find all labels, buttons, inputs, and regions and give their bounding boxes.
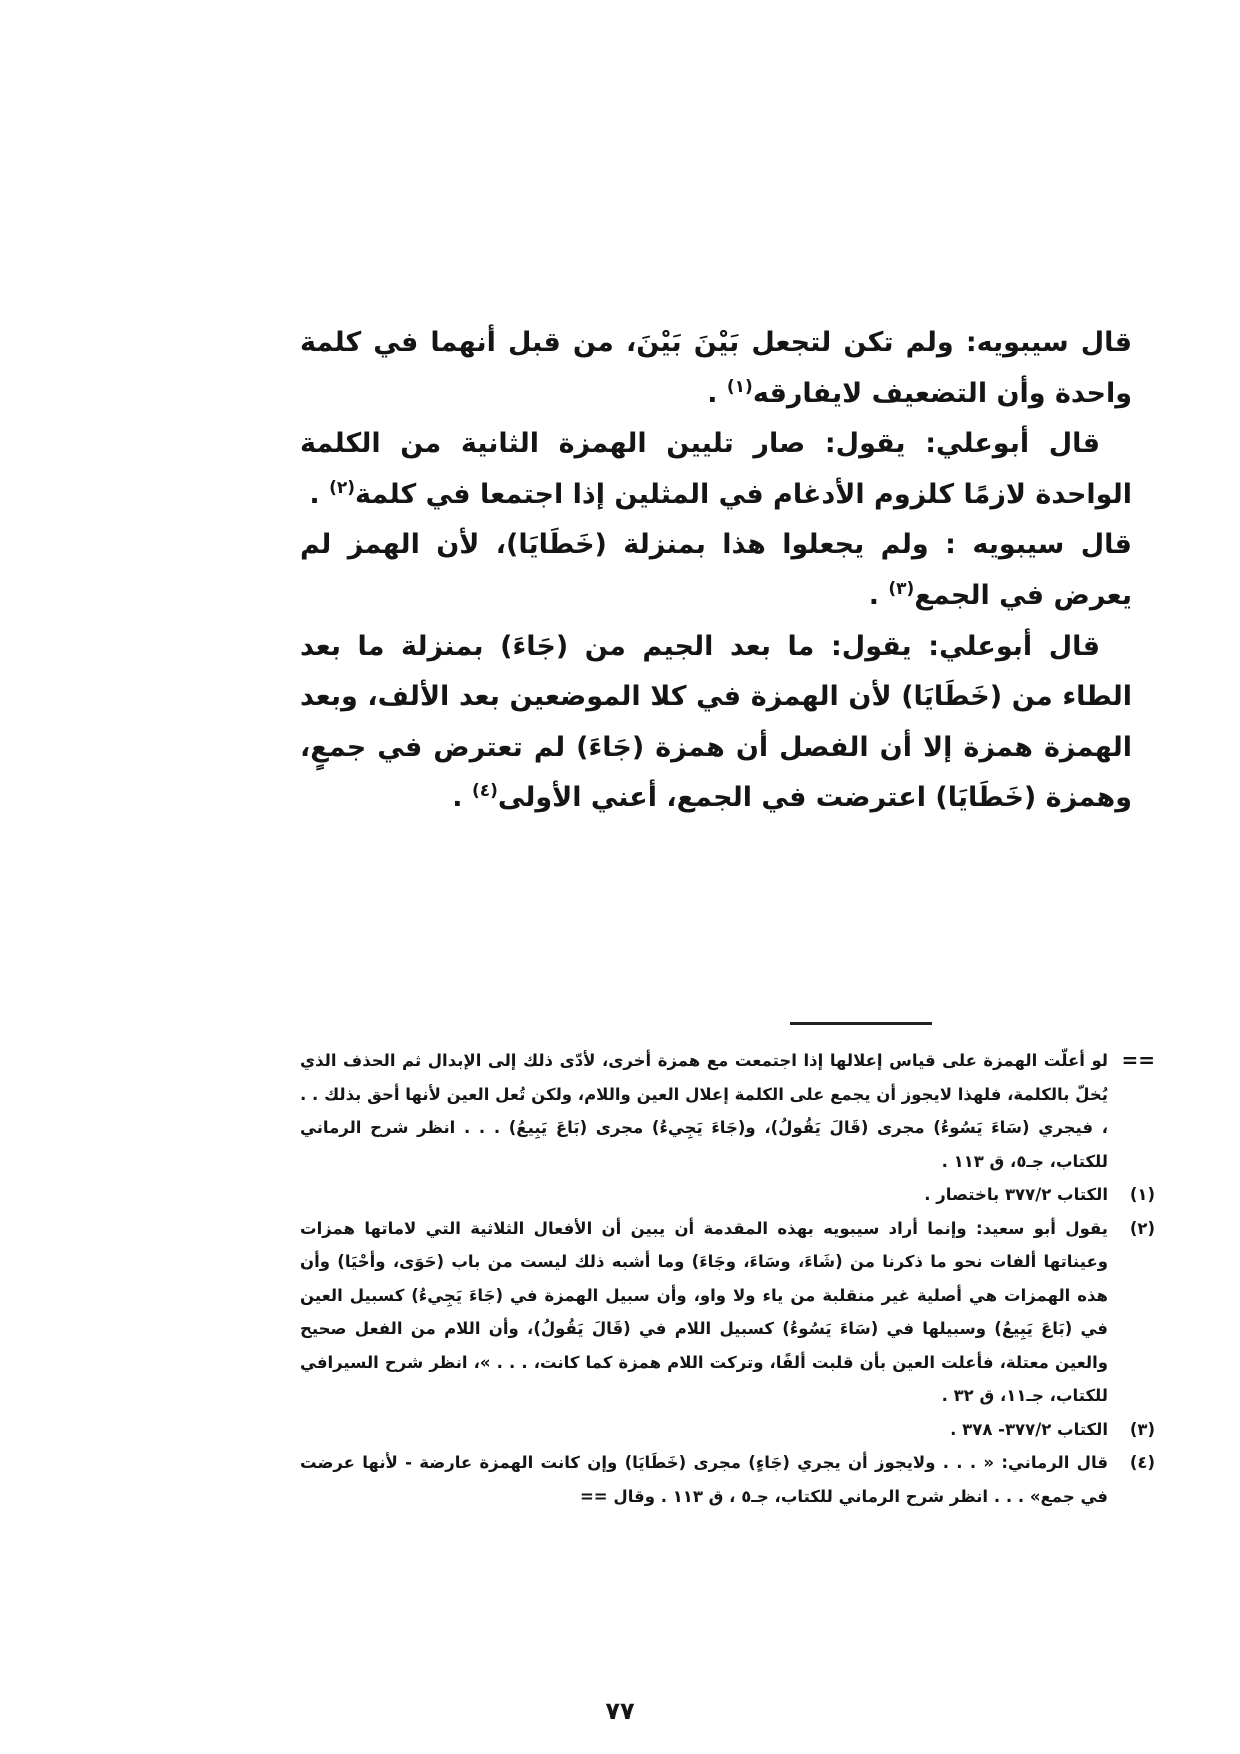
footnote-number: (٤) <box>1129 1453 1155 1472</box>
footnote-2 <box>300 1212 1155 1413</box>
footnote-text: الكتاب ٣٧٧/٢- ٣٧٨ . <box>950 1419 1108 1439</box>
continuation-marker: == <box>1121 1048 1155 1072</box>
paragraph-end: . <box>707 377 727 409</box>
main-text <box>300 318 1132 824</box>
footnote-number: (١) <box>1129 1185 1155 1204</box>
footnote-4 <box>300 1446 1155 1513</box>
page-number: ٧٧ <box>605 1697 635 1725</box>
footnote-continuation <box>300 1044 1155 1178</box>
paragraph-3 <box>300 520 1132 621</box>
footnote-ref-2: (٢) <box>329 477 356 498</box>
paragraph-end: . <box>452 782 472 814</box>
paragraph-text: ولم يجعلوا هذا بمنزلة (خَطَايَا)، لأن الهمز لم يعرض في الجمع <box>300 529 1132 611</box>
paragraph-1 <box>300 318 1132 419</box>
footnote-text: الكتاب ٣٧٧/٢ باختصار . <box>924 1185 1108 1204</box>
paragraph-2 <box>300 419 1132 520</box>
footnote-3 <box>300 1413 1155 1447</box>
paragraph-4 <box>300 622 1132 824</box>
speaker-label: قال سيبويه: <box>965 327 1133 358</box>
speaker-label: قال سيبويه : <box>945 529 1132 561</box>
paragraph-text: يقول: صار تليين الهمزة الثانية من الكلمة الواحدة لازمًا كلزوم الأدغام في المثلين إذا اجتمعا في كلمة <box>300 428 1132 510</box>
footnote-ref-3: (٣) <box>888 578 915 599</box>
footnote-number: (٢) <box>1129 1218 1155 1238</box>
footnotes <box>300 1044 1155 1513</box>
footnote-ref-1: (١) <box>726 376 753 397</box>
footnote-number: (٣) <box>1129 1419 1155 1439</box>
footnote-separator <box>790 1022 932 1025</box>
paragraph-text: ولم تكن لتجعل بَيْنَ بَيْنَ، من قبل أنهما في كلمة واحدة وأن التضعيف لايفارقه <box>300 327 1132 409</box>
paragraph-end: . <box>309 478 330 510</box>
speaker-label: قال أبوعلي: <box>925 428 1101 460</box>
footnote-text: قال الرماني: « . . . ولايجوز أن يجري (جَاءٍ) مجرى (خَطَايَا) وإن كانت الهمزة عارضة - لأنها عرضت في جمع» . . . انظر شرح الرماني للكتاب، جـ٥ ، ق ١١٣ . وقال == <box>300 1453 1108 1506</box>
footnote-ref-4: (٤) <box>471 781 498 802</box>
footnote-1 <box>300 1178 1155 1212</box>
footnote-text: لو أعلّت الهمزة على قياس إعلالها إذا اجتمعت مع همزة أخرى، لأدّى ذلك إلى الإبدال ثم الحذف الذي يُخلّ بالكلمة، فلهذا لايجوز أن يجمع على الكلمة إعلال العين واللام، ولكن تُعل العين لأنها أحق بذلك . . ، فيجري (سَاءَ يَسُوءُ) مجرى (قَالَ يَقُولُ)، و(جَاءَ يَجِيءُ) مجرى (بَاعَ يَبِيعُ) . . . انظر شرح الرماني للكتاب، جـ٥، ق ١١٣ . <box>300 1051 1108 1171</box>
paragraph-text: يقول: ما بعد الجيم من (جَاءَ) بمنزلة ما بعد الطاء من (خَطَايَا) لأن الهمزة في كلا الموضعين بعد الألف، وبعد الهمزة همزة إلا أن الفصل أن همزة (جَاءَ) لم تعترض في جمعٍ، وهمزة (خَطَايَا) اعترضت في الجمع، أعني الأولى <box>300 630 1132 814</box>
paragraph-end: . <box>868 579 889 611</box>
speaker-label: قال أبوعلي: <box>928 630 1101 662</box>
footnote-text: يقول أبو سعيد: وإنما أراد سيبويه بهذه المقدمة أن يبين أن الأفعال الثلاثية التي لاماتها همزات وعيناتها ألفات نحو ما ذكرنا من (شَاءَ، وسَاءَ، وجَاءَ) وما أشبه ذلك ليست من باب (حَوَى، وأحْيَا) وأن هذه الهمزات هي أصلية غير منقلبة من ياء ولا واو، وأن سبيل الهمزة في (جَاءَ يَجِيءُ) كسبيل العين في (بَاعَ يَبِيعُ) وسبيلها في (سَاءَ يَسُوءُ) كسبيل اللام في (قَالَ يَقُولُ)، وأن اللام من الفعل صحيح والعين معتلة، فأعلت العين بأن قلبت ألفًا، وتركت اللام همزة كما كانت، . . . »، انظر شرح السيرافي للكتاب، جـ١١، ق ٣٢ . <box>300 1218 1108 1405</box>
